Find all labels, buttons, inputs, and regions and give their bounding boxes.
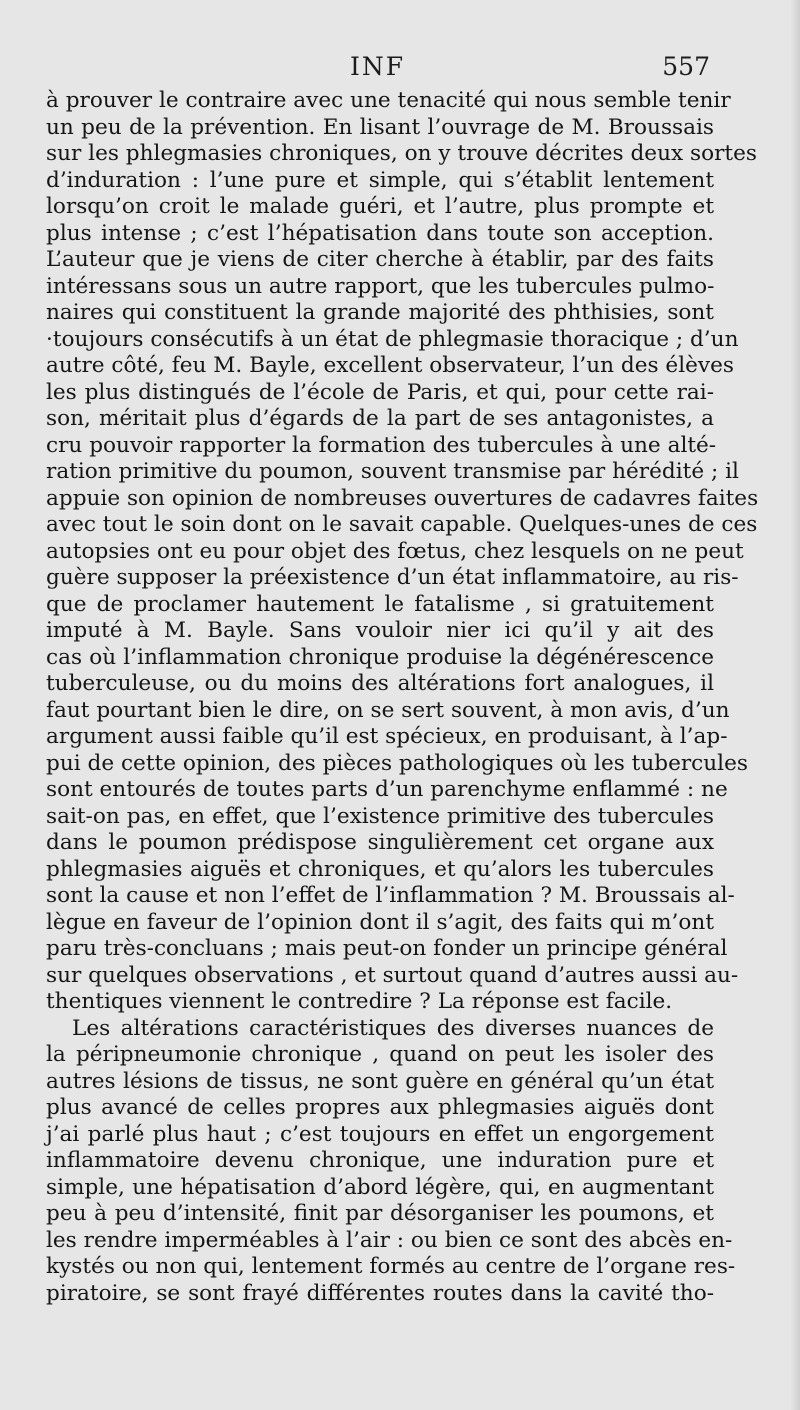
paragraph bbox=[46, 1015, 736, 1308]
text-line: faut pourtant bien le dire, on se sert souvent, à mon avis, d’un bbox=[46, 697, 730, 723]
body-text bbox=[46, 88, 759, 1307]
text-line: cas où l’inflammation chronique produise la dégénérescence bbox=[46, 644, 714, 670]
text-line: j’ai parlé plus haut ; c’est toujours en effet un engorgement bbox=[46, 1121, 714, 1147]
page-edge-shadow bbox=[790, 0, 800, 1410]
text-line: plus avancé de celles propres aux phlegmasies aiguës dont bbox=[46, 1095, 714, 1120]
text-line: lorsqu’on croit le malade guéri, et l’autre, plus prompte et bbox=[46, 194, 714, 219]
text-line: à prouver le contraire avec une tenacité qui nous semble tenir bbox=[46, 88, 731, 113]
text-line: autres lésions de tissus, ne sont guère en général qu’un état bbox=[46, 1068, 714, 1094]
text-line: piratoire, se sont frayé différentes routes dans la cavité tho- bbox=[46, 1280, 714, 1306]
text-line: plus intense ; c’est l’hépatisation dans toute son acception. bbox=[46, 220, 714, 246]
text-line: un peu de la prévention. En lisant l’ouvrage de M. Broussais bbox=[46, 114, 714, 140]
text-line: paru très-concluans ; mais peut-on fonder un principe général bbox=[46, 936, 728, 961]
text-line: naires qui constituent la grande majorité des phthisies, sont bbox=[46, 300, 714, 325]
page-number: 557 bbox=[662, 52, 710, 81]
text-line: pui de cette opinion, des pièces pathologiques où les tubercules bbox=[46, 750, 748, 776]
text-line: autopsies ont eu pour objet des fœtus, chez lesquels on ne peut bbox=[46, 538, 744, 564]
text-line: Les altérations caractéristiques des diverses nuances de bbox=[72, 1015, 714, 1041]
text-line: les plus distingués de l’école de Paris, et qui, pour cette rai- bbox=[46, 379, 714, 405]
text-line: L’auteur que je viens de citer cherche à établir, par des faits bbox=[46, 247, 714, 272]
text-line: appuie son opinion de nombreuses ouvertures de cadavres faites bbox=[46, 485, 759, 511]
text-line: simple, une hépatisation d’abord légère, qui, en augmentant bbox=[46, 1174, 714, 1200]
text-line: imputé à M. Bayle. Sans vouloir nier ici qu’il y ait des bbox=[46, 618, 714, 643]
text-line: ration primitive du poumon, souvent transmise par hérédité ; il bbox=[46, 459, 739, 484]
text-line: cru pouvoir rapporter la formation des tubercules à une alté- bbox=[46, 432, 717, 458]
text-line: son, méritait plus d’égards de la part de ses antagonistes, a bbox=[46, 406, 714, 431]
text-line: ·toujours consécutifs à un état de phlegmasie thoracique ; d’un bbox=[46, 326, 739, 352]
text-line: intéressans sous un autre rapport, que les tubercules pulmo- bbox=[46, 273, 715, 299]
paragraph bbox=[46, 88, 759, 1016]
text-line: thentiques viennent le contredire ? La réponse est facile. bbox=[46, 989, 673, 1014]
text-line: autre côté, feu M. Bayle, excellent observateur, l’un des élèves bbox=[46, 353, 734, 378]
text-line: tuberculeuse, ou du moins des altérations fort analogues, il bbox=[46, 671, 714, 696]
text-line: d’induration : l’une pure et simple, qui s’établit lentement bbox=[46, 167, 714, 193]
text-line: guère supposer la préexistence d’un état inflammatoire, au ris- bbox=[46, 565, 739, 590]
running-head-word: INF bbox=[349, 52, 406, 81]
text-line: argument aussi faible qu’il est spécieux, en produisant, à l’ap- bbox=[46, 724, 728, 749]
text-line: peu à peu d’intensité, finit par désorganiser les poumons, et bbox=[46, 1201, 714, 1226]
text-line: phlegmasies aiguës et chroniques, et qu’alors les tubercules bbox=[46, 856, 714, 882]
text-line: lègue en faveur de l’opinion dont il s’agit, des faits qui m’ont bbox=[46, 909, 714, 935]
text-line: que de proclamer hautement le fatalisme , si gratuitement bbox=[46, 591, 714, 617]
text-line: sont entourés de toutes parts d’un parenchyme enflammé : ne bbox=[46, 777, 728, 802]
text-line: sur quelques observations , et surtout quand d’autres aussi au- bbox=[46, 962, 739, 988]
text-line: la péripneumonie chronique , quand on peut les isoler des bbox=[46, 1042, 714, 1067]
text-line: inflammatoire devenu chronique, une induration pure et bbox=[46, 1148, 714, 1173]
text-line: dans le poumon prédispose singulièrement cet organe aux bbox=[46, 830, 714, 855]
text-line: avec tout le soin dont on le savait capable. Quelques-unes de ces bbox=[46, 512, 758, 537]
text-line: sur les phlegmasies chroniques, on y trouve décrites deux sortes bbox=[46, 141, 757, 166]
text-line: sait-on pas, en effet, que l’existence primitive des tubercules bbox=[46, 803, 714, 829]
text-line: les rendre imperméables à l’air : ou bien ce sont des abcès en- bbox=[46, 1227, 733, 1253]
text-line: kystés ou non qui, lentement formés au centre de l’organe res- bbox=[46, 1254, 736, 1279]
running-head bbox=[45, 52, 710, 86]
text-line: sont la cause et non l’effet de l’inflammation ? M. Broussais al- bbox=[46, 883, 735, 908]
